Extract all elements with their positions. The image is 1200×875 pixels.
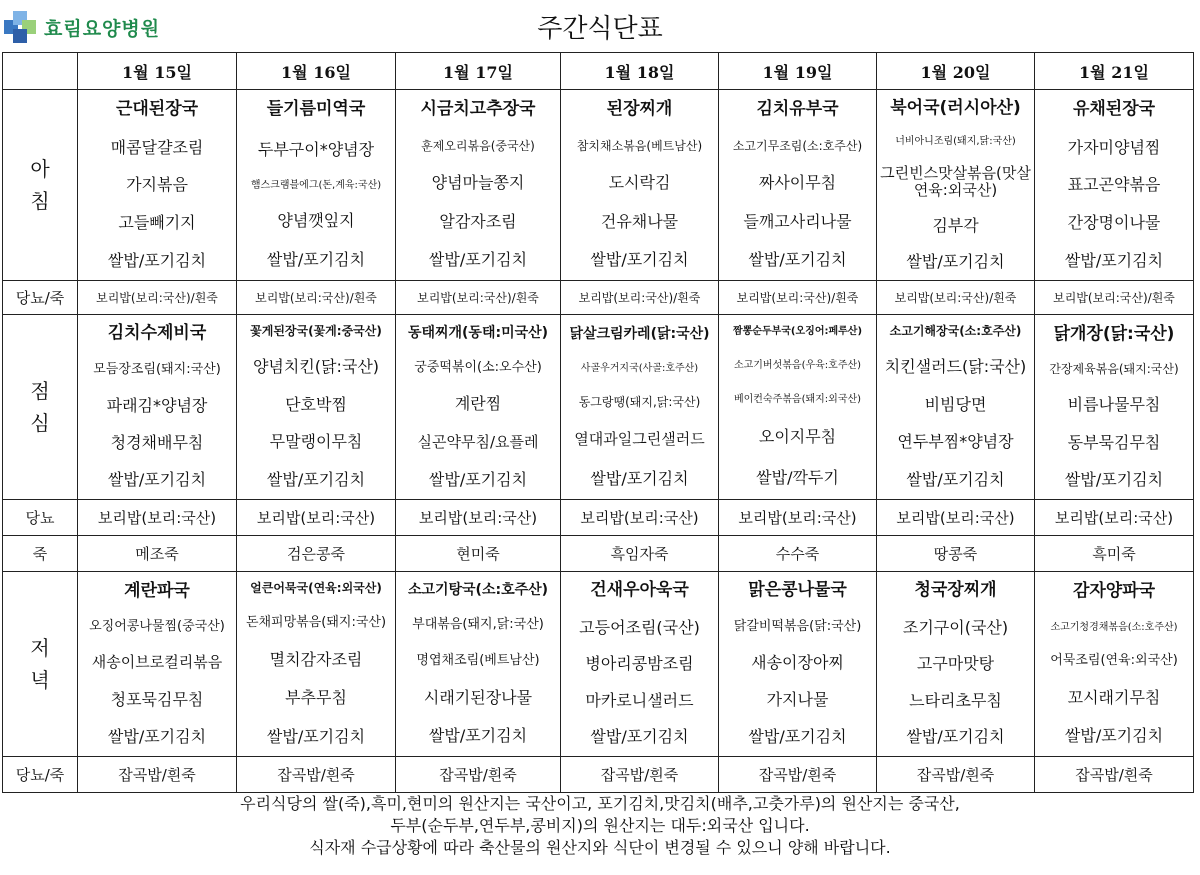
date-header: 1월 15일 [78, 53, 237, 90]
menu-item: 오징어콩나물찜(중국산) [89, 619, 225, 635]
dinner-diabetic-row [3, 757, 1194, 793]
menu-item: 짜사이무침 [758, 173, 837, 193]
menu-item: 베이컨숙주볶음(돼지:외국산) [733, 394, 862, 406]
menu-item: 느타리초무침 [909, 690, 1002, 710]
menu-item: 꽃게된장국(꽃게:중국산) [250, 323, 382, 338]
menu-item: 양념깻잎지 [277, 211, 355, 231]
menu-cell [561, 90, 719, 281]
menu-item: 쌀밥/포기김치 [107, 470, 207, 490]
diabetic-cell: 보리밥(보리:국산)/흰죽 [78, 281, 237, 315]
menu-item: 쌀밥/포기김치 [428, 250, 528, 270]
diabetic-cell: 보리밥(보리:국산) [719, 500, 877, 536]
menu-item: 새송이브로컬리볶음 [91, 653, 223, 672]
menu-item: 청포묵김무침 [110, 689, 204, 709]
menu-item: 김치유부국 [756, 99, 839, 120]
porridge-cell: 수수죽 [719, 536, 877, 572]
menu-cell [237, 572, 396, 757]
menu-cell [877, 572, 1035, 757]
menu-item: 모듬장조림(돼지:국산) [93, 361, 221, 377]
menu-item: 명엽채조림(베트남산) [416, 652, 540, 668]
menu-item: 김부각 [932, 215, 979, 235]
menu-item: 소고기무조림(소:호주산) [732, 138, 863, 153]
lunch-row [3, 315, 1194, 500]
menu-item: 소고기해장국(소:호주산) [889, 323, 1022, 338]
menu-item: 닭갈비떡볶음(닭:국산) [733, 618, 862, 634]
menu-item: 고들빼기지 [118, 213, 196, 233]
porridge-cell: 흑임자죽 [561, 536, 719, 572]
menu-item: 단호박찜 [285, 394, 347, 414]
menu-cell [1035, 572, 1194, 757]
menu-item: 양념치킨(닭:국산) [252, 356, 380, 376]
weekly-menu-table [2, 52, 1194, 793]
menu-item: 닭살크림카레(닭:국산) [569, 325, 710, 342]
menu-item: 표고곤약볶음 [1067, 175, 1161, 195]
menu-item: 쌀밥/포기김치 [590, 468, 689, 488]
menu-cell [396, 90, 561, 281]
menu-cell [396, 572, 561, 757]
menu-item: 건새우아욱국 [590, 580, 689, 601]
date-header-row [3, 53, 1194, 90]
dinner-label: 저 녁 [3, 572, 78, 757]
date-header: 1월 20일 [877, 53, 1035, 90]
menu-item: 쌀밥/깍두기 [756, 468, 839, 488]
diabetic-cell: 보리밥(보리:국산)/흰죽 [237, 281, 396, 315]
dinner-row [3, 572, 1194, 757]
menu-item: 너비아니조림(돼지,닭:국산) [895, 135, 1016, 147]
menu-item: 매콤달걀조림 [110, 137, 204, 157]
menu-cell [78, 572, 237, 757]
menu-item: 알감자조림 [439, 211, 517, 231]
porridge-cell: 검은콩죽 [237, 536, 396, 572]
breakfast-label: 아 침 [3, 90, 78, 281]
menu-cell [877, 315, 1035, 500]
menu-item: 쌀밥/포기김치 [590, 250, 689, 270]
menu-item: 된장찌개 [606, 99, 673, 120]
diabetic-cell: 잡곡밥/흰죽 [237, 757, 396, 793]
diabetic-cell: 보리밥(보리:국산) [877, 500, 1035, 536]
diabetic-cell: 보리밥(보리:국산) [396, 500, 561, 536]
menu-item: 사골우거지국(사골:호주산) [580, 363, 699, 375]
menu-item: 쌀밥/포기김치 [266, 469, 366, 489]
menu-item: 짬뽕순두부국(오징어:페루산) [732, 326, 863, 338]
menu-item: 훈제오리볶음(중국산) [421, 138, 535, 153]
menu-item: 오이지무침 [758, 427, 837, 447]
porridge-label: 죽 [3, 536, 78, 572]
menu-item: 조기구이(국산) [902, 617, 1009, 637]
menu-item: 참치채소볶음(베트남산) [576, 138, 703, 153]
menu-item: 무말랭이무침 [269, 432, 363, 452]
menu-item: 고등어조림(국산) [579, 617, 700, 637]
menu-item: 비름나물무침 [1067, 395, 1161, 415]
diabetic-cell: 보리밥(보리:국산) [78, 500, 237, 536]
menu-item: 동부묵김무침 [1067, 432, 1161, 452]
menu-item: 감자양파국 [1072, 581, 1156, 602]
menu-item: 쌀밥/포기김치 [266, 726, 366, 746]
menu-item: 궁중떡볶이(소:오수산) [414, 359, 542, 375]
menu-item: 가지볶음 [126, 175, 188, 195]
menu-item: 소고기탕국(소:호주산) [407, 582, 549, 599]
menu-item: 두부구이*양념장 [257, 139, 375, 159]
menu-item: 비빔당면 [924, 394, 987, 414]
menu-cell [1035, 90, 1194, 281]
menu-cell [78, 90, 237, 281]
menu-item: 쌀밥/포기김치 [107, 727, 207, 747]
menu-item: 쌀밥/포기김치 [748, 250, 847, 270]
corner-cell [3, 53, 78, 90]
menu-item: 쌀밥/포기김치 [906, 727, 1005, 747]
menu-cell [719, 315, 877, 500]
menu-item: 고구마맛탕 [916, 654, 995, 674]
menu-item: 얼큰어묵국(연육:외국산) [250, 581, 382, 595]
breakfast-diabetic-row [3, 281, 1194, 315]
menu-item: 쌀밥/포기김치 [906, 251, 1005, 271]
menu-item: 맑은콩나물국 [748, 580, 847, 601]
lunch-porridge-row [3, 536, 1194, 572]
diabetic-cell: 보리밥(보리:국산)/흰죽 [561, 281, 719, 315]
menu-item: 가지나물 [766, 689, 829, 709]
menu-item: 쌀밥/포기김치 [748, 727, 847, 747]
menu-item: 쌀밥/포기김치 [590, 727, 689, 747]
menu-cell [78, 315, 237, 500]
menu-item: 쌀밥/포기김치 [428, 726, 528, 746]
menu-cell [719, 90, 877, 281]
porridge-cell: 현미죽 [396, 536, 561, 572]
menu-item: 김치수제비국 [107, 323, 207, 344]
menu-cell [561, 315, 719, 500]
diabetic-cell: 잡곡밥/흰죽 [78, 757, 237, 793]
diabetic-cell: 보리밥(보리:국산) [237, 500, 396, 536]
menu-item: 새송이장아찌 [751, 652, 844, 672]
menu-cell [877, 90, 1035, 281]
menu-cell [719, 572, 877, 757]
menu-item: 연두부찜*양념장 [897, 432, 1014, 452]
menu-item: 부대볶음(돼지,닭:국산) [412, 617, 544, 633]
diabetic-cell: 잡곡밥/흰죽 [719, 757, 877, 793]
diabetic-porridge-label: 당뇨/죽 [3, 281, 78, 315]
diabetic-cell: 잡곡밥/흰죽 [561, 757, 719, 793]
menu-item: 쌀밥/포기김치 [906, 469, 1005, 489]
menu-item: 북어국(러시아산) [890, 97, 1021, 118]
menu-item: 마카로니샐러드 [585, 690, 694, 710]
diabetic-cell: 보리밥(보리:국산)/흰죽 [396, 281, 561, 315]
menu-item: 동태찌개(동태:미국산) [407, 324, 549, 341]
menu-item: 간장명이나물 [1067, 213, 1161, 233]
diabetic-cell: 잡곡밥/흰죽 [877, 757, 1035, 793]
diabetic-cell: 보리밥(보리:국산)/흰죽 [719, 281, 877, 315]
menu-item: 청국장찌개 [914, 580, 997, 601]
menu-item: 어묵조림(연육:외국산) [1050, 652, 1178, 668]
menu-item: 건유채나물 [600, 211, 679, 231]
menu-item: 꼬시래기무침 [1067, 687, 1161, 707]
menu-item: 실곤약무침/요플레 [417, 432, 539, 451]
menu-item: 시금치고추장국 [420, 99, 536, 120]
menu-item: 가자미양념찜 [1067, 137, 1161, 157]
breakfast-row [3, 90, 1194, 281]
menu-item: 청경채배무침 [110, 432, 204, 452]
menu-item: 쌀밥/포기김치 [1064, 470, 1164, 490]
menu-item: 도시락김 [608, 173, 671, 193]
lunch-diabetic-row [3, 500, 1194, 536]
menu-item: 쌀밥/포기김치 [428, 469, 528, 489]
menu-item: 유채된장국 [1072, 98, 1156, 119]
menu-item: 계란찜 [454, 394, 502, 414]
menu-item: 간장제육볶음(돼지:국산) [1049, 362, 1179, 377]
lunch-label: 점 심 [3, 315, 78, 500]
diabetic-porridge-label: 당뇨/죽 [3, 757, 78, 793]
diabetic-cell: 보리밥(보리:국산) [1035, 500, 1194, 536]
menu-item: 소고기청경채볶음(소:호주산) [1050, 621, 1178, 633]
diabetic-cell: 보리밥(보리:국산) [561, 500, 719, 536]
menu-item: 치킨샐러드(닭:국산) [884, 356, 1027, 376]
origin-notice-line: 두부(순두부,연두부,콩비지)의 원산지는 대두:외국산 입니다. [390, 816, 810, 835]
menu-cell [237, 90, 396, 281]
porridge-cell: 흑미죽 [1035, 536, 1194, 572]
date-header: 1월 21일 [1035, 53, 1194, 90]
menu-item: 근대된장국 [115, 98, 199, 119]
diabetic-cell: 보리밥(보리:국산)/흰죽 [877, 281, 1035, 315]
menu-item: 닭개장(닭:국산) [1053, 323, 1175, 344]
origin-notice-line: 우리식당의 쌀(죽),흑미,현미의 원산지는 국산이고, 포기김치,맛김치(배추,고춧가루)의 원산지는 중국산, [240, 794, 960, 813]
diabetic-cell: 잡곡밥/흰죽 [396, 757, 561, 793]
porridge-cell: 메조죽 [78, 536, 237, 572]
menu-item: 양념마늘쫑지 [431, 173, 525, 193]
menu-item: 쌀밥/포기김치 [107, 250, 207, 270]
origin-notice-line: 식자재 수급상황에 따라 축산물의 원산지와 식단이 변경될 수 있으니 양해 바랍니다. [309, 838, 891, 857]
menu-item: 파래김*양념장 [106, 395, 208, 415]
menu-cell [1035, 315, 1194, 500]
menu-cell [237, 315, 396, 500]
menu-item: 멸치감자조림 [269, 649, 363, 669]
menu-cell [561, 572, 719, 757]
menu-item: 들깨고사리나물 [743, 211, 852, 231]
menu-item: 돈채피망볶음(돼지:국산) [245, 614, 387, 630]
date-header: 1월 19일 [719, 53, 877, 90]
porridge-cell: 땅콩죽 [877, 536, 1035, 572]
menu-item: 쌀밥/포기김치 [1064, 726, 1164, 746]
menu-item: 햄스크램블에그(돈,계육:국산) [250, 179, 382, 191]
menu-item: 들기름미역국 [266, 99, 366, 120]
menu-item: 열대과일그린샐러드 [574, 430, 705, 449]
diabetic-cell: 잡곡밥/흰죽 [1035, 757, 1194, 793]
diabetic-cell: 보리밥(보리:국산)/흰죽 [1035, 281, 1194, 315]
menu-item: 계란파국 [124, 580, 190, 601]
menu-item: 쌀밥/포기김치 [1064, 250, 1164, 270]
menu-cell [396, 315, 561, 500]
date-header: 1월 18일 [561, 53, 719, 90]
diabetic-label: 당뇨 [3, 500, 78, 536]
menu-item: 부추무침 [285, 688, 347, 708]
menu-item: 병아리콩밤조림 [585, 654, 694, 674]
date-header: 1월 17일 [396, 53, 561, 90]
page-title: 주간식단표 [537, 14, 663, 44]
menu-item: 동그랑땡(돼지,닭:국산) [578, 395, 701, 410]
origin-notice [0, 793, 1200, 859]
hospital-name: 효림요양병원 [44, 17, 161, 40]
date-header: 1월 16일 [237, 53, 396, 90]
menu-item: 소고기버섯볶음(우육:호주산) [733, 360, 862, 372]
menu-item: 그린빈스맛살볶음(맛살연육:외국산) [880, 163, 1031, 200]
menu-item: 쌀밥/포기김치 [266, 250, 366, 270]
menu-item: 시래기된장나물 [423, 687, 533, 707]
